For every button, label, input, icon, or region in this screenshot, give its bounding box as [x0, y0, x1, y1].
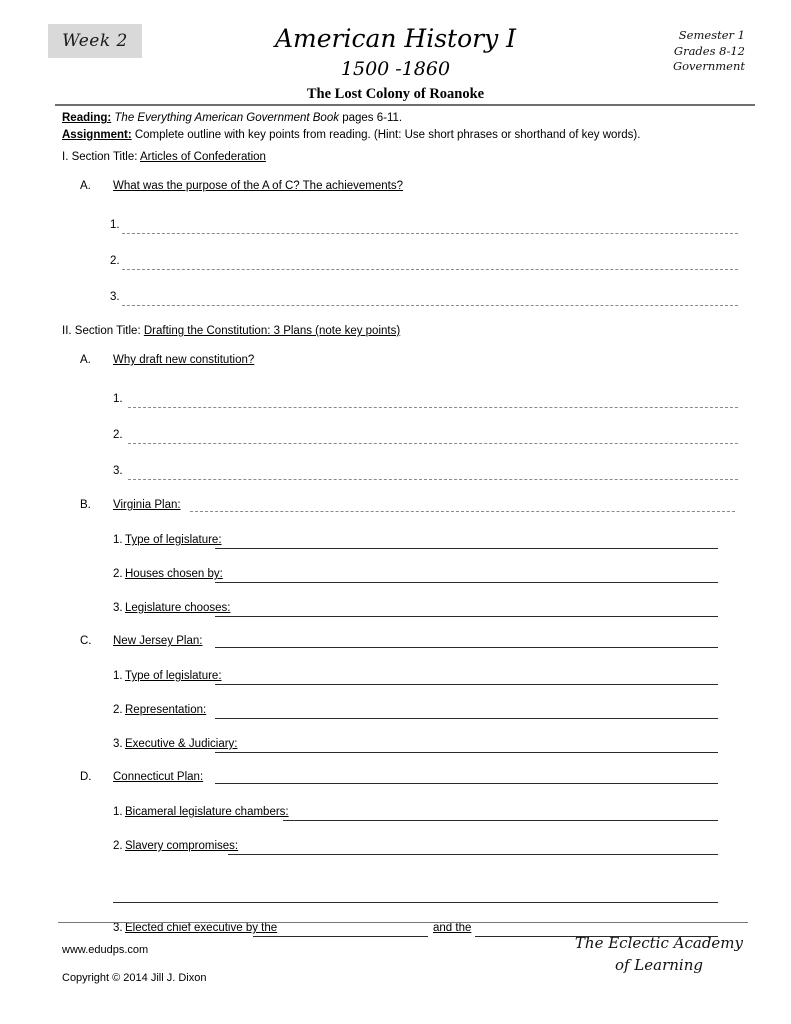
section-title-label: Section Title: — [71, 151, 138, 163]
item-prompt: What was the purpose of the A of C? The achievements? — [113, 180, 404, 192]
subitem-blank-row[interactable] — [0, 549, 791, 583]
header-meta — [673, 28, 745, 75]
reading-book-title: The Everything American Government Book — [114, 112, 339, 124]
brand-line-2: of Learning — [614, 956, 703, 974]
subitem-number: 1. — [113, 670, 123, 682]
item-letter: D. — [80, 771, 92, 783]
footer-divider — [58, 922, 748, 923]
item-prompt: Virginia Plan: — [113, 499, 181, 511]
subitem-number: 3. — [113, 602, 123, 614]
subitem-blank-row[interactable] — [0, 821, 791, 855]
subitem-number: 3. — [113, 738, 123, 750]
header-divider — [55, 104, 755, 106]
subitem-label: Slavery compromises: — [125, 840, 239, 852]
answer-number: 2. — [110, 255, 120, 267]
answer-line[interactable] — [215, 647, 718, 648]
subitem-label: Houses chosen by: — [125, 568, 223, 580]
subitem-label: Bicameral legislature chambers: — [125, 806, 289, 818]
assignment-text: Complete outline with key points from reading. (Hint: Use short phrases or shorthand of key words). — [134, 128, 641, 141]
reading-pages: pages 6-11. — [342, 112, 403, 124]
section-title-value: Articles of Confederation — [140, 151, 266, 163]
section-title-value: Drafting the Constitution: 3 Plans (note key points) — [143, 325, 401, 337]
subitem-blank-row[interactable] — [0, 719, 791, 753]
subitem-blank-row[interactable] — [0, 685, 791, 719]
outline-item-1A — [0, 179, 791, 195]
section-heading-2 — [0, 324, 791, 339]
continuation-blank-row[interactable] — [0, 855, 791, 903]
subitem-label: Type of legislature: — [125, 534, 222, 546]
subitem-number: 1. — [113, 806, 123, 818]
course-title: American History I — [274, 24, 517, 53]
outline-item-2C — [0, 617, 791, 651]
reading-label: Reading: — [62, 112, 112, 124]
footer-left — [62, 936, 206, 992]
answer-blank-row[interactable] — [0, 270, 791, 306]
subitem-label: Legislature chooses: — [125, 602, 231, 614]
answer-line[interactable] — [190, 511, 735, 512]
outline-item-2B — [0, 480, 791, 515]
meta-grades: Grades 8-12 — [673, 43, 745, 58]
brand-line-1: The Eclectic Academy — [574, 934, 743, 952]
item-prompt: Connecticut Plan: — [113, 771, 204, 783]
section-title-label: Section Title: — [74, 325, 141, 337]
section-heading-1 — [0, 150, 791, 165]
answer-blank-row[interactable] — [0, 408, 791, 444]
outline-item-2D — [0, 753, 791, 787]
subitem-label-second: and the — [433, 922, 472, 934]
assignment-row — [62, 127, 762, 144]
answer-number: 2. — [113, 429, 123, 441]
item-prompt: Why draft new constitution? — [113, 354, 255, 366]
footer-brand — [575, 932, 743, 976]
reading-row — [62, 110, 762, 127]
section-numeral: I. — [62, 151, 69, 163]
course-year-range: 1500 -1860 — [340, 58, 451, 80]
answer-line-first[interactable] — [253, 936, 428, 937]
subitem-label: Type of legislature: — [125, 670, 222, 682]
answer-blank-row[interactable] — [0, 369, 791, 408]
subitem-number: 3. — [113, 922, 123, 934]
item-letter: A. — [80, 354, 91, 366]
item-letter: C. — [80, 635, 92, 647]
item-prompt: New Jersey Plan: — [113, 635, 203, 647]
answer-number: 1. — [113, 393, 123, 405]
answer-number: 1. — [110, 219, 120, 231]
subitem-number: 2. — [113, 568, 123, 580]
footer-copyright: Copyright © 2014 Jill J. Dixon — [62, 972, 207, 984]
outline-body — [0, 150, 791, 937]
answer-number: 3. — [110, 291, 120, 303]
subitem-label: Representation: — [125, 704, 207, 716]
answer-blank-row[interactable] — [0, 195, 791, 234]
subitem-blank-row[interactable] — [0, 583, 791, 617]
week-badge-label: Week 2 — [62, 31, 128, 51]
subitem-blank-row[interactable] — [0, 651, 791, 685]
answer-number: 3. — [113, 465, 123, 477]
subitem-blank-row[interactable] — [0, 515, 791, 549]
item-letter: B. — [80, 499, 91, 511]
subitem-number: 1. — [113, 534, 123, 546]
subitem-label: Executive & Judiciary: — [125, 738, 238, 750]
section-numeral: II. — [62, 325, 72, 337]
instructions-block — [62, 110, 762, 143]
footer-website[interactable]: www.edudps.com — [62, 944, 149, 956]
subitem-label: Elected chief executive by the — [125, 922, 278, 934]
answer-line[interactable] — [122, 305, 738, 306]
subitem-number: 2. — [113, 840, 123, 852]
outline-item-2A — [0, 353, 791, 369]
item-letter: A. — [80, 180, 91, 192]
meta-semester: Semester 1 — [678, 28, 745, 42]
answer-blank-row[interactable] — [0, 234, 791, 270]
assignment-label: Assignment: — [62, 128, 132, 141]
course-subtitle: The Lost Colony of Roanoke — [306, 86, 485, 102]
meta-subject: Government — [672, 59, 745, 73]
subitem-blank-row[interactable] — [0, 787, 791, 821]
subitem-number: 2. — [113, 704, 123, 716]
answer-line[interactable] — [215, 783, 718, 784]
answer-blank-row[interactable] — [0, 444, 791, 480]
